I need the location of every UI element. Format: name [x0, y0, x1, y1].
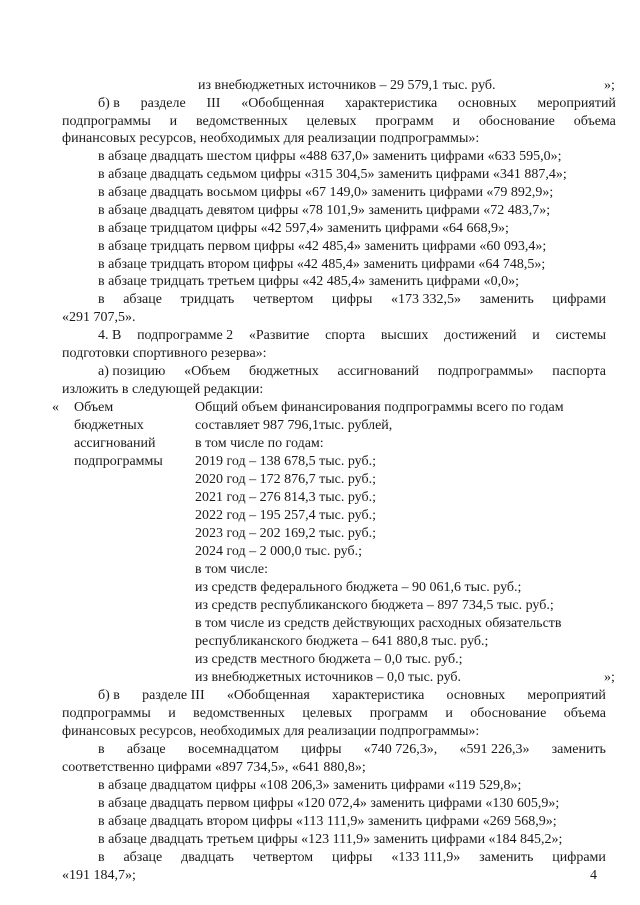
- word: «Объем: [184, 364, 231, 379]
- word: целевых: [302, 706, 353, 721]
- word: б) в: [98, 688, 120, 703]
- edit-line: в абзаце двадцать восьмом цифры «67 149,0» заменить цифрами «79 892,9»;: [98, 185, 554, 200]
- word: и: [445, 706, 453, 721]
- subprogram-2-line-2: подготовки спортивного резерва»:: [62, 346, 267, 361]
- passport-label: бюджетных: [74, 418, 144, 433]
- word: основных: [446, 688, 506, 703]
- word: характеристика: [344, 96, 438, 111]
- word: мероприятий: [527, 688, 606, 703]
- edit-line: в абзаце двадцатом цифры «108 206,3» заменить цифрами «119 529,8»;: [98, 778, 522, 793]
- word: системы: [555, 328, 606, 343]
- edit-line: в абзаце двадцать седьмом цифры «315 304,5» заменить цифрами «341 887,4»;: [98, 167, 567, 182]
- word: обоснование: [470, 706, 547, 721]
- word: объема: [563, 706, 606, 721]
- word: а) позицию: [98, 364, 166, 379]
- passport-label: Объем: [74, 400, 114, 415]
- closing-quote: »;: [604, 78, 615, 93]
- word: и: [532, 328, 540, 343]
- edit-line: в абзаце тридцать втором цифры «42 485,4» заменить цифрами «64 748,5»;: [98, 257, 546, 272]
- word: и: [169, 114, 178, 129]
- word: «133 111,9»: [391, 850, 461, 865]
- passport-value: 2022 год – 195 257,4 тыс. руб.;: [195, 508, 376, 523]
- passport-value: из внебюджетных источников – 0,0 тыс. руб.: [195, 670, 462, 685]
- edit-18-continuation: соответственно цифрами «897 734,5», «641 880,8»;: [62, 760, 366, 775]
- paragraph-line: из внебюджетных источников – 29 579,1 тыс. руб.: [198, 78, 496, 93]
- passport-value: 2020 год – 172 876,7 тыс. руб.;: [195, 472, 376, 487]
- word: 4. В: [98, 328, 122, 343]
- word: двадцать: [181, 850, 234, 865]
- word: подпрограммы: [62, 114, 151, 129]
- section-b-line-1: [98, 95, 616, 112]
- word: бюджетных: [249, 364, 319, 379]
- word: в: [98, 742, 105, 757]
- word: III: [206, 96, 221, 111]
- word: разделе: [140, 96, 186, 111]
- section-b-line-2: [62, 113, 616, 130]
- passport-value: 2019 год – 138 678,5 тыс. руб.;: [195, 454, 376, 469]
- word: разделе III: [142, 688, 205, 703]
- word: обоснование: [478, 114, 555, 129]
- edit-line: в абзаце тридцать третьем цифры «42 485,4» заменить цифрами «0,0»;: [98, 274, 520, 289]
- passport-value: составляет 987 796,1тыс. рублей,: [195, 418, 393, 433]
- word: абзаце: [123, 292, 162, 307]
- passport-value: 2023 год – 202 169,2 тыс. руб.;: [195, 526, 376, 541]
- word: «Обобщенная: [241, 96, 325, 111]
- word: «Развитие: [248, 328, 310, 343]
- item-a-line-2: изложить в следующей редакции:: [62, 382, 264, 397]
- word: абзаце: [126, 742, 166, 757]
- edit-line: в абзаце тридцатом цифры «42 597,4» заменить цифрами «64 668,9»;: [98, 221, 509, 236]
- passport-label: ассигнований: [74, 436, 156, 451]
- word: цифрами: [552, 850, 606, 865]
- edit-line: в абзаце двадцать шестом цифры «488 637,0» заменить цифрами «633 595,0»;: [98, 149, 562, 164]
- edit-line: в абзаце двадцать первом цифры «120 072,4» заменить цифрами «130 605,9»;: [98, 796, 560, 811]
- word: заменить: [551, 742, 606, 757]
- passport-label: подпрограммы: [74, 454, 163, 469]
- edit-24-line: [98, 849, 606, 866]
- word: и: [168, 706, 176, 721]
- edit-line: в абзаце двадцать третьем цифры «123 111,9» заменить цифрами «184 845,2»;: [98, 832, 563, 847]
- passport-value: 2024 год – 2 000,0 тыс. руб.;: [195, 544, 362, 559]
- word: в: [98, 850, 105, 865]
- word: цифры: [331, 292, 373, 307]
- word: тридцать: [180, 292, 235, 307]
- word: «740 726,3»,: [363, 742, 438, 757]
- word: заменить: [479, 850, 534, 865]
- edit-34-continuation: «291 707,5».: [62, 310, 136, 325]
- word: «Обобщенная: [226, 688, 310, 703]
- word: цифры: [301, 742, 342, 757]
- subprogram-2-line-1: [98, 327, 606, 344]
- word: достижений: [444, 328, 517, 343]
- word: спорта: [325, 328, 366, 343]
- word: мероприятий: [537, 96, 616, 111]
- word: четвертом: [252, 850, 314, 865]
- section-b2-line-3: финансовых ресурсов, необходимых для реализации подпрограммы»:: [62, 724, 480, 739]
- word: подпрограмме 2: [137, 328, 234, 343]
- word: заменить: [479, 292, 534, 307]
- word: ведомственных: [196, 114, 288, 129]
- opening-quote: «: [52, 400, 59, 415]
- word: высших: [380, 328, 429, 343]
- edit-24-continuation: «191 184,7»;: [62, 868, 136, 883]
- passport-value: из средств местного бюджета – 0,0 тыс. руб.;: [195, 652, 463, 667]
- word: ассигнований: [337, 364, 419, 379]
- passport-value: в том числе по годам:: [195, 436, 324, 451]
- word: подпрограммы»: [437, 364, 534, 379]
- passport-value: из средств федерального бюджета – 90 061,6 тыс. руб.;: [195, 580, 522, 595]
- word: целевых: [306, 114, 357, 129]
- word: «591 226,3»: [459, 742, 530, 757]
- word: программ: [375, 114, 434, 129]
- word: б) в: [98, 96, 120, 111]
- word: подпрограммы: [62, 706, 151, 721]
- passport-value: 2021 год – 276 814,3 тыс. руб.;: [195, 490, 376, 505]
- passport-value: в том числе из средств действующих расходных обязательств: [195, 616, 562, 631]
- word: в: [98, 292, 105, 307]
- word: ведомственных: [193, 706, 285, 721]
- item-a-line-1: [98, 363, 606, 380]
- word: объема: [573, 114, 616, 129]
- edit-34-line: [98, 291, 606, 308]
- word: четвертом: [252, 292, 314, 307]
- edit-line: в абзаце двадцать втором цифры «113 111,9» заменить цифрами «269 568,9»;: [98, 814, 557, 829]
- edit-18-line: [98, 741, 606, 758]
- word: восемнадцатом: [187, 742, 279, 757]
- section-b2-line-2: [62, 705, 606, 722]
- passport-value: в том числе:: [195, 562, 268, 577]
- word: «173 332,5»: [390, 292, 461, 307]
- section-b-line-3: финансовых ресурсов, необходимых для реализации подпрограммы»:: [62, 131, 480, 146]
- word: абзаце: [123, 850, 163, 865]
- word: цифры: [332, 850, 373, 865]
- passport-value: из средств республиканского бюджета – 897 734,5 тыс. руб.;: [195, 598, 554, 613]
- page-number: 4: [590, 868, 597, 883]
- word: основных: [458, 96, 517, 111]
- section-b2-line-1: [98, 687, 606, 704]
- word: программ: [369, 706, 428, 721]
- word: цифрами: [552, 292, 606, 307]
- edit-line: в абзаце тридцать первом цифры «42 485,4» заменить цифрами «60 093,4»;: [98, 239, 547, 254]
- passport-value: республиканского бюджета – 641 880,8 тыс. руб.;: [195, 634, 489, 649]
- passport-value: Общий объем финансирования подпрограммы всего по годам: [195, 400, 564, 415]
- word: паспорта: [552, 364, 606, 379]
- closing-quote: »;: [604, 670, 615, 685]
- edit-line: в абзаце двадцать девятом цифры «78 101,9» заменить цифрами «72 483,7»;: [98, 203, 551, 218]
- word: характеристика: [332, 688, 425, 703]
- word: и: [452, 114, 460, 129]
